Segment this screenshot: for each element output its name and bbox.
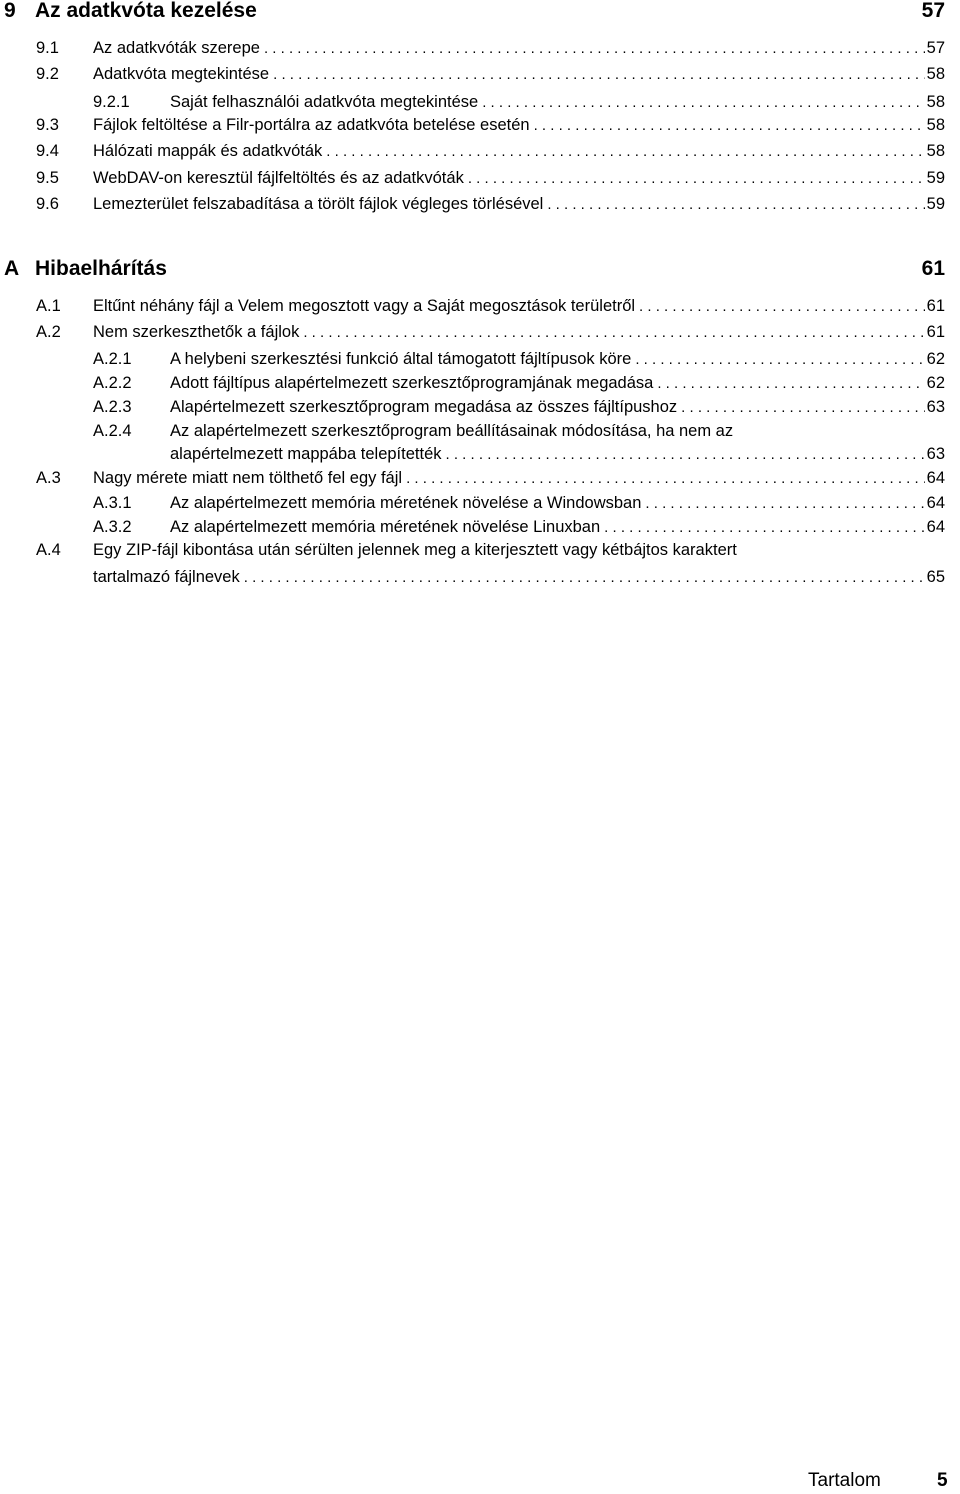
footer-label: Tartalom (808, 1470, 881, 1491)
entry-page: 58 (926, 116, 945, 134)
toc-entry[interactable] (36, 467, 945, 489)
entry-page: 61 (926, 323, 945, 341)
dot-leader (543, 194, 924, 216)
toc-entry[interactable] (93, 492, 945, 514)
entry-page: 58 (926, 65, 945, 83)
entry-title: Nagy mérete miatt nem tölthető fel egy fájl (93, 469, 403, 487)
chapter-number: 9 (4, 0, 16, 22)
entry-title: Eltűnt néhány fájl a Velem megosztott vagy a Saját megosztások területről (93, 297, 636, 315)
entry-title: Fájlok feltöltése a Filr-portálra az adatkvóta betelése esetén (93, 116, 530, 134)
dot-leader (677, 397, 924, 419)
chapter-page: 57 (921, 0, 945, 22)
dot-leader (260, 38, 925, 60)
entry-number: A.4 (36, 541, 61, 559)
dot-leader (299, 322, 924, 344)
chapter-number: A (4, 257, 20, 280)
entry-number: A.2.1 (93, 350, 132, 368)
page-footer (0, 1470, 960, 1494)
entry-number: 9.1 (36, 39, 59, 57)
entry-title: WebDAV-on keresztül fájlfeltöltés és az adatkvóták (93, 169, 464, 187)
dot-leader (240, 567, 925, 589)
entry-page: 58 (926, 93, 945, 111)
toc-entry[interactable] (36, 140, 945, 162)
entry-number: 9.6 (36, 195, 59, 213)
entry-number: 9.5 (36, 169, 59, 187)
entry-title-line1: Egy ZIP-fájl kibontása után sérülten jelennek meg a kiterjesztett vagy kétbájtos karaktert (93, 541, 737, 559)
entry-page: 62 (926, 374, 945, 392)
entry-page: 61 (926, 297, 945, 315)
toc-entry[interactable] (93, 348, 945, 370)
chapter-page: 61 (921, 257, 945, 280)
entry-title: Lemezterület felszabadítása a törölt fájlok végleges törlésével (93, 195, 544, 213)
dot-leader (631, 349, 924, 371)
entry-title: Alapértelmezett szerkesztőprogram megadása az összes fájltípushoz (170, 398, 678, 416)
toc-entry[interactable] (170, 443, 945, 465)
entry-page: 58 (926, 142, 945, 160)
dot-leader (530, 115, 925, 137)
entry-number: A.1 (36, 297, 61, 315)
dot-leader (600, 517, 924, 539)
chapter-heading[interactable] (0, 254, 945, 284)
dot-leader (464, 168, 925, 190)
toc-entry[interactable] (36, 63, 945, 85)
dot-leader (322, 141, 924, 163)
toc-entry[interactable] (93, 372, 945, 394)
entry-title: Az alapértelmezett memória méretének növelése a Windowsban (170, 494, 642, 512)
entry-title: alapértelmezett mappába telepítették (170, 445, 442, 463)
entry-page: 64 (926, 469, 945, 487)
dot-leader (478, 92, 924, 114)
entry-number: A.3.2 (93, 518, 132, 536)
entry-title: Nem szerkeszthetők a fájlok (93, 323, 300, 341)
entry-page: 64 (926, 518, 945, 536)
entry-title: tartalmazó fájlnevek (93, 568, 240, 586)
dot-leader (641, 493, 924, 515)
chapter-title: Az adatkvóta kezelése (35, 0, 257, 22)
footer-page-number: 5 (937, 1470, 948, 1491)
entry-number: 9.4 (36, 142, 59, 160)
toc-entry[interactable] (36, 193, 945, 215)
toc-entry[interactable] (36, 321, 945, 343)
dot-leader (653, 373, 924, 395)
entry-page: 59 (926, 195, 945, 213)
entry-title: Saját felhasználói adatkvóta megtekintése (170, 93, 479, 111)
entry-title: A helybeni szerkesztési funkció által támogatott fájltípusok köre (170, 350, 632, 368)
entry-number: 9.3 (36, 116, 59, 134)
chapter-heading[interactable] (0, 0, 945, 26)
entry-page: 64 (926, 494, 945, 512)
entry-number: 9.2 (36, 65, 59, 83)
entry-page: 65 (926, 568, 945, 586)
entry-title-line1: Az alapértelmezett szerkesztőprogram beállításainak módosítása, ha nem az (170, 422, 734, 440)
entry-title: Adatkvóta megtekintése (93, 65, 270, 83)
entry-page: 62 (926, 350, 945, 368)
entry-title: Hálózati mappák és adatkvóták (93, 142, 323, 160)
toc-entry[interactable] (36, 167, 945, 189)
toc-entry[interactable] (93, 396, 945, 418)
entry-number: 9.2.1 (93, 93, 130, 111)
dot-leader (402, 468, 925, 490)
entry-page: 59 (926, 169, 945, 187)
entry-title: Adott fájltípus alapértelmezett szerkesztőprogramjának megadása (170, 374, 654, 392)
entry-number: A.2 (36, 323, 61, 341)
entry-page: 63 (926, 398, 945, 416)
toc-entry[interactable] (93, 566, 945, 588)
dot-leader (635, 296, 925, 318)
entry-number: A.2.3 (93, 398, 132, 416)
entry-page: 57 (926, 39, 945, 57)
toc-entry[interactable] (36, 114, 945, 136)
dot-leader (269, 64, 925, 86)
entry-title: Az adatkvóták szerepe (93, 39, 260, 57)
toc-entry[interactable] (93, 516, 945, 538)
toc-entry[interactable] (36, 37, 945, 59)
chapter-title: Hibaelhárítás (35, 257, 167, 280)
entry-number: A.2.4 (93, 422, 132, 440)
toc-entry[interactable] (36, 295, 945, 317)
dot-leader (442, 444, 925, 466)
entry-page: 63 (926, 445, 945, 463)
entry-title: Az alapértelmezett memória méretének növelése Linuxban (170, 518, 601, 536)
toc-entry[interactable] (93, 91, 945, 113)
entry-number: A.3 (36, 469, 61, 487)
entry-number: A.3.1 (93, 494, 132, 512)
entry-number: A.2.2 (93, 374, 132, 392)
